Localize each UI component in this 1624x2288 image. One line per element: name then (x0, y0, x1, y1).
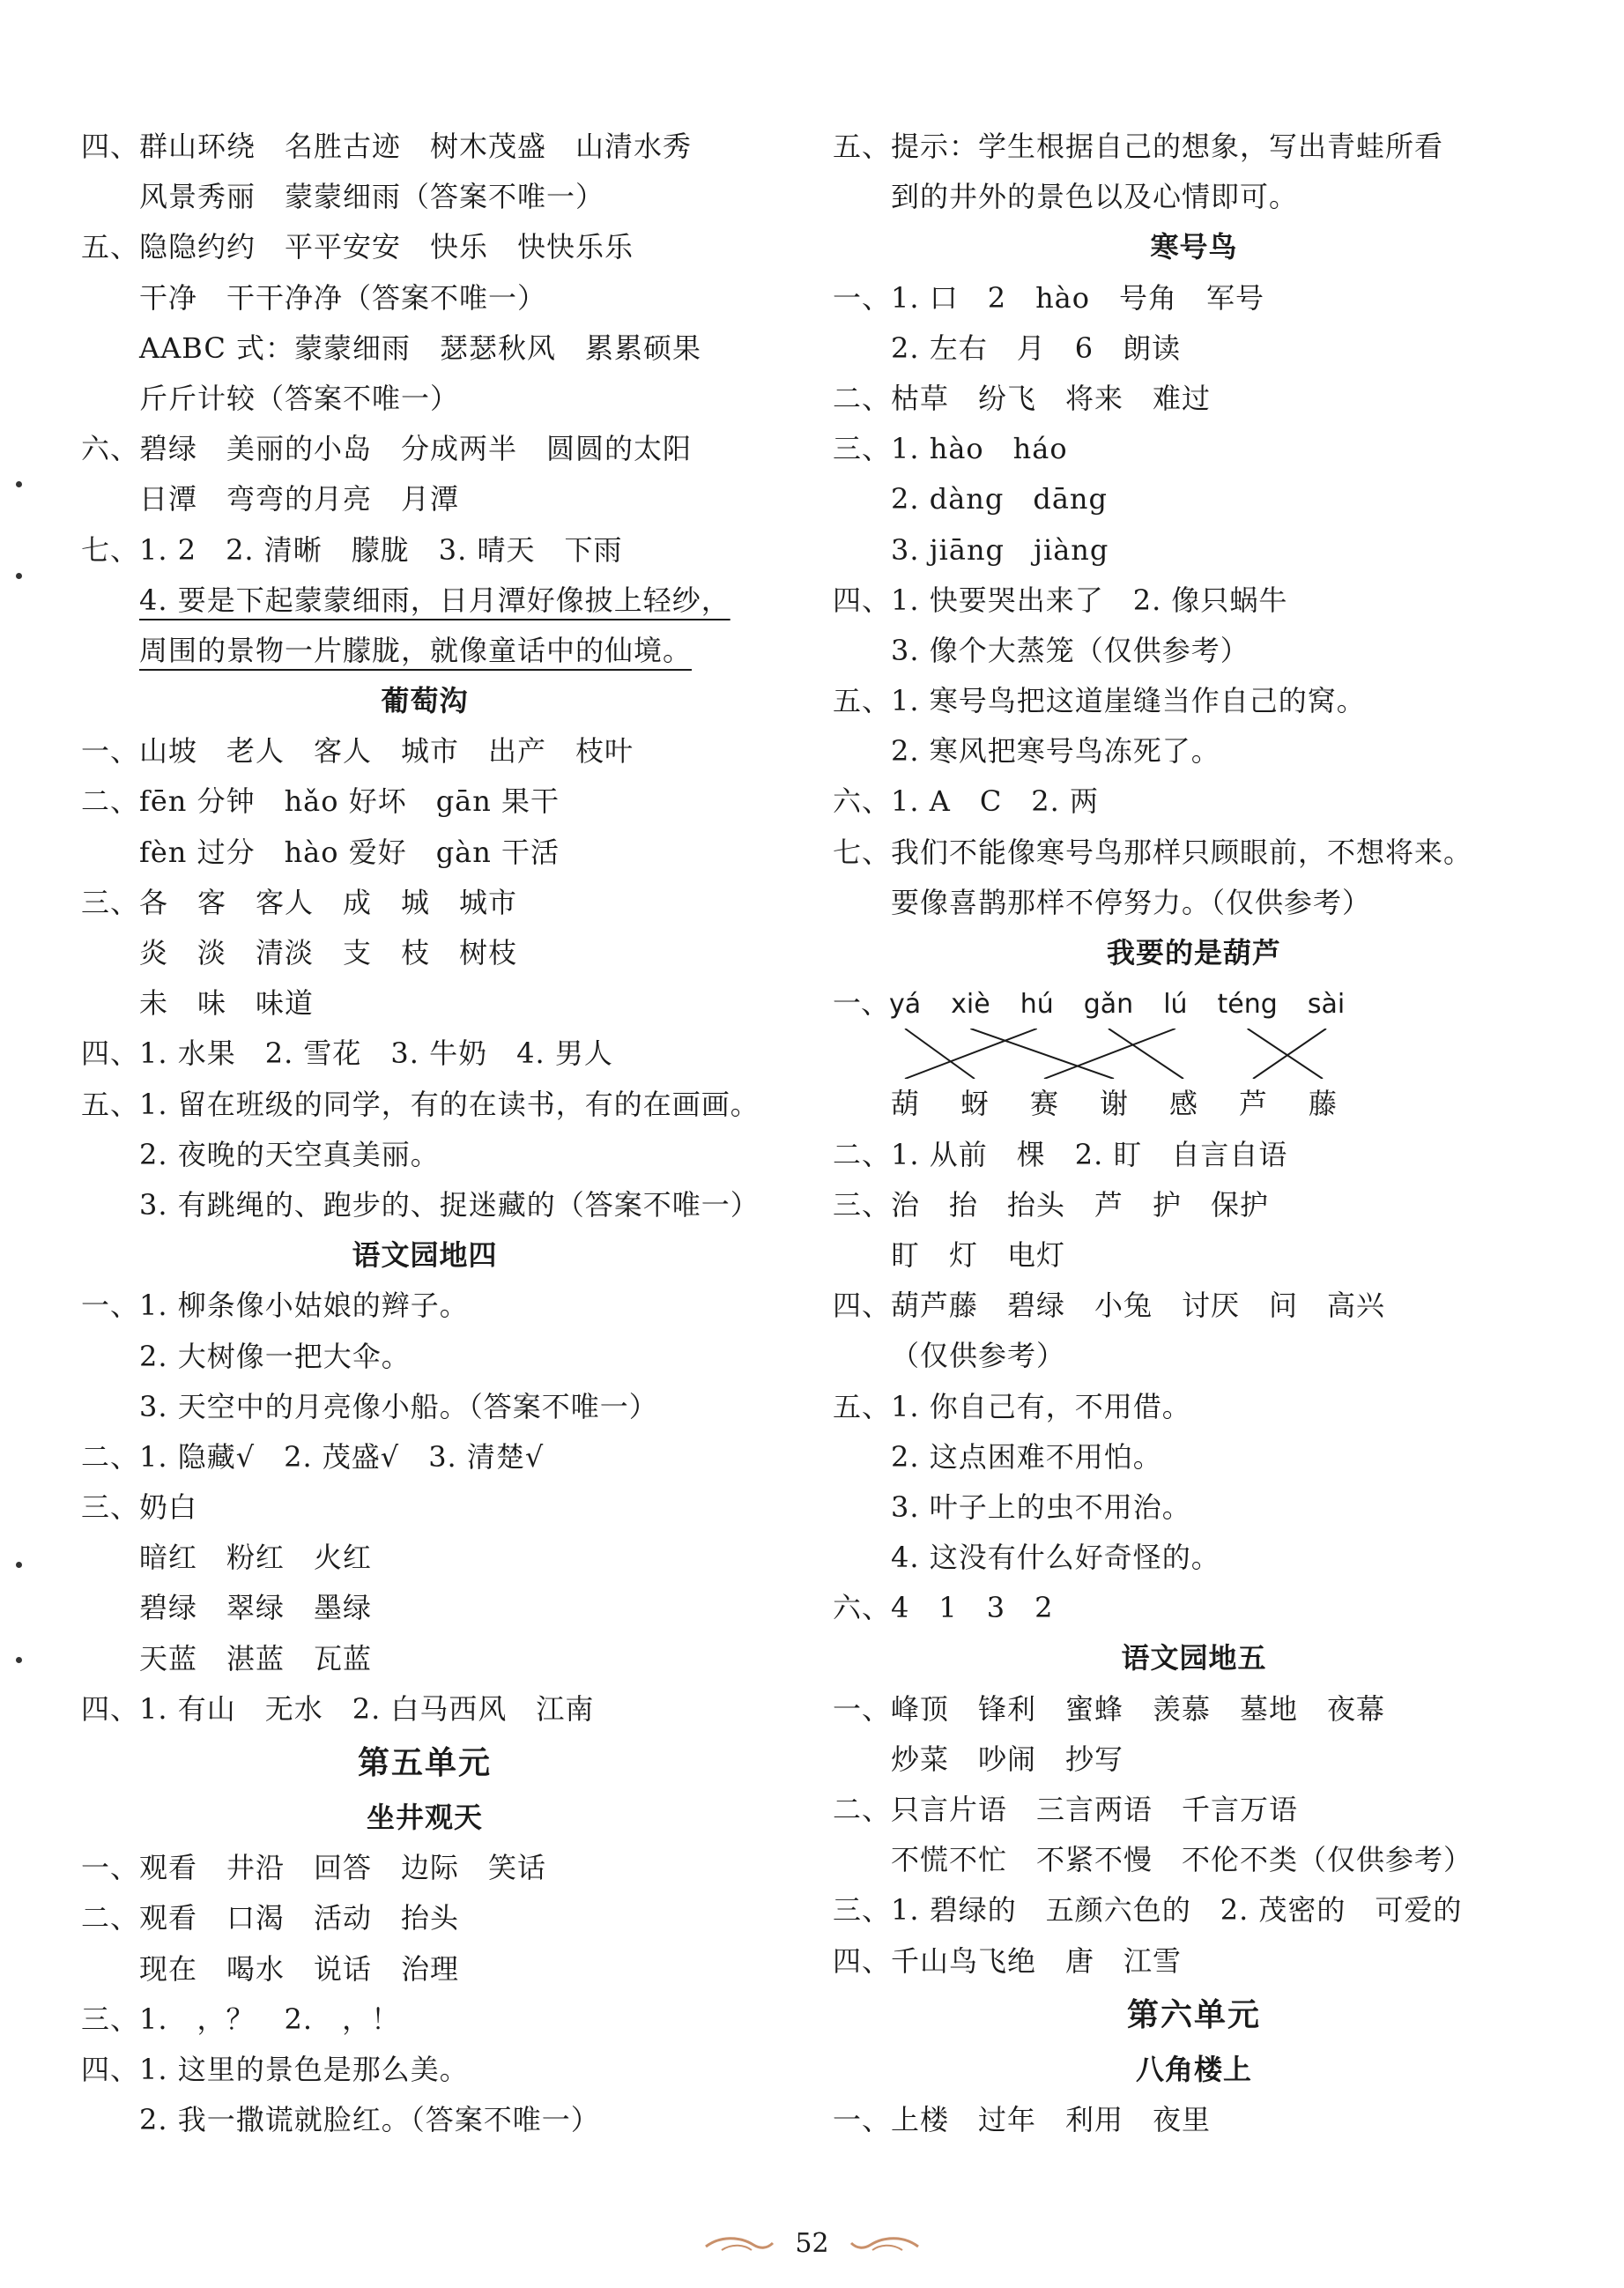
answer-line: 炎 淡 清淡 支 枝 树枝 (139, 936, 518, 969)
answer-line: 一、1. 口 2 hào 号角 军号 (833, 280, 1265, 315)
answer-line: 五、1. 留在班级的同学，有的在读书，有的在画画。 (81, 1087, 760, 1121)
answer-line: 五、隐隐约约 平平安安 快乐 快快乐乐 (81, 230, 634, 264)
answer-line: 天蓝 湛蓝 瓦蓝 (139, 1641, 373, 1675)
answer-line: AABC 式：蒙蒙细雨 瑟瑟秋风 累累硕果 (139, 331, 701, 365)
answer-line: 四、1. 快要哭出来了 2. 像只蜗牛 (833, 583, 1288, 617)
answer-line: 五、1. 你自己有，不用借。 (833, 1389, 1191, 1423)
answer-line: 2. 我一撒谎就脸红。（答案不唯一） (139, 2103, 600, 2137)
answer-line: 一、上楼 过年 利用 夜里 (833, 2102, 1212, 2136)
left-ornament-icon (704, 2234, 775, 2255)
pinyin-item: lú (1163, 989, 1188, 1021)
hanzi-item: 藤 (1309, 1087, 1338, 1121)
pinyin-item: gǎn (1083, 989, 1134, 1021)
answer-line: 干净 干干净净（答案不唯一） (139, 280, 547, 315)
match-line (1253, 1029, 1326, 1079)
answer-line: 日潭 弯弯的月亮 月潭 (139, 482, 460, 516)
lesson-title: 坐井观天 (366, 1801, 483, 1834)
right-ornament-icon (849, 2234, 920, 2255)
margin-mark (16, 573, 22, 579)
answer-line: 三、1. ，？ 2. ，！ (81, 2002, 401, 2036)
match-line (905, 1029, 975, 1079)
lesson-title: 寒号鸟 (1150, 230, 1238, 264)
answer-line: 二、只言片语 三言两语 千言万语 (833, 1793, 1299, 1826)
match-line (1248, 1029, 1323, 1079)
unit-title: 第六单元 (1126, 1996, 1261, 2033)
lesson-title: 语文园地五 (1121, 1641, 1267, 1675)
answer-line: 不慌不忙 不紧不慢 不伦不类（仅供参考） (891, 1843, 1473, 1877)
hanzi-item: 赛 (1030, 1087, 1059, 1121)
answer-line: 3. 有跳绳的、跑步的、捉迷藏的（答案不唯一） (139, 1187, 760, 1222)
answer-line: 2. dàng dāng (891, 482, 1109, 516)
connector-lines (905, 1029, 1326, 1079)
answer-line: 四、1. 水果 2. 雪花 3. 牛奶 4. 男人 (81, 1036, 613, 1071)
answer-line: 盯 灯 电灯 (891, 1237, 1066, 1272)
answer-line: 二、枯草 纷飞 将来 难过 (833, 381, 1212, 415)
answer-line: 4. 这没有什么好奇怪的。 (891, 1541, 1220, 1575)
answer-line: 四、千山鸟飞绝 唐 江雪 (833, 1943, 1183, 1978)
answer-line: 二、1. 从前 棵 2. 盯 自言自语 (833, 1137, 1288, 1171)
answer-line: 现在 喝水 说话 治理 (139, 1951, 460, 1986)
hanzi-list (891, 1087, 1378, 1120)
left-column (81, 122, 768, 2145)
answer-line: 四、葫芦藤 碧绿 小兔 讨厌 问 高兴 (833, 1289, 1386, 1323)
answer-line: 要像喜鹊那样不停努力。（仅供参考） (891, 885, 1372, 919)
matching-lines (833, 1029, 1555, 1079)
match-line (905, 1029, 1037, 1079)
pinyin-item: sài (1307, 989, 1346, 1021)
answer-line: 3. jiāng jiàng (891, 532, 1109, 567)
answer-line: 2. 大树像一把大伞。 (139, 1339, 411, 1373)
answer-line: 五、提示：学生根据自己的想象，写出青蛙所看 (833, 130, 1444, 163)
answer-line: 到的井外的景色以及心情即可。 (891, 180, 1299, 214)
margin-mark (16, 481, 22, 487)
answer-line: 3. 叶子上的虫不用治。 (891, 1489, 1191, 1524)
hanzi-item: 芦 (1239, 1087, 1268, 1121)
pinyin-row (833, 978, 1555, 1029)
lesson-title: 我要的是葫芦 (1106, 936, 1281, 969)
match-line (970, 1029, 1114, 1079)
margin-mark (16, 1657, 22, 1663)
answer-line: 3. 天空中的月亮像小船。（答案不唯一） (139, 1389, 658, 1423)
answer-line: 三、各 客 客人 成 城 城市 (81, 885, 518, 919)
answer-line: 六、碧绿 美丽的小岛 分成两半 圆圆的太阳 (81, 432, 693, 466)
answer-line: 五、1. 寒号鸟把这道崖缝当作自己的窝。 (833, 684, 1366, 718)
underlined-answer: 周围的景物一片朦胧，就像童话中的仙境。 (139, 633, 693, 667)
pinyin-list (889, 986, 1375, 1020)
answer-line: 斤斤计较（答案不唯一） (139, 381, 460, 415)
answer-line: 2. 寒风把寒号鸟冻死了。 (891, 734, 1220, 769)
answer-line: 三、1. 碧绿的 五颜六色的 2. 茂密的 可爱的 (833, 1893, 1463, 1928)
lesson-title: 葡萄沟 (381, 684, 469, 718)
unit-title: 第五单元 (357, 1745, 492, 1781)
answer-line: 风景秀丽 蒙蒙细雨（答案不唯一） (139, 180, 605, 214)
pinyin-item: yá (889, 989, 922, 1021)
answer-line: 六、1. A C 2. 两 (833, 784, 1100, 819)
answer-line: 2. 夜晚的天空真美丽。 (139, 1137, 440, 1171)
answer-line: 炒菜 吵闹 抄写 (891, 1742, 1124, 1776)
hanzi-item: 谢 (1100, 1087, 1129, 1121)
answer-line: 七、1. 2 2. 清晰 朦胧 3. 晴天 下雨 (81, 532, 623, 567)
right-column (833, 122, 1555, 2145)
answer-line: 三、治 抬 抬头 芦 护 保护 (833, 1187, 1270, 1222)
page-number: 52 (795, 2228, 829, 2259)
answer-line: 3. 像个大蒸笼（仅供参考） (891, 633, 1250, 667)
answer-line: 一、峰顶 锋利 蜜蜂 羡慕 墓地 夜幕 (833, 1691, 1386, 1726)
answer-line: 2. 左右 月 6 朗读 (891, 331, 1182, 365)
pinyin-item: hú (1020, 989, 1054, 1021)
answer-line: 碧绿 翠绿 墨绿 (139, 1591, 373, 1625)
answer-line: 一、山坡 老人 客人 城市 出产 枝叶 (81, 734, 634, 769)
hanzi-item: 感 (1169, 1087, 1198, 1121)
answer-line: 四、1. 这里的景色是那么美。 (81, 2052, 469, 2086)
hanzi-item: 蚜 (960, 1087, 990, 1121)
answer-line: fèn 过分 hào 爱好 gàn 干活 (139, 835, 560, 869)
answer-line: 未 味 味道 (139, 986, 315, 1021)
answer-line: 暗红 粉红 火红 (139, 1541, 373, 1575)
answer-line: 二、fēn 分钟 hǎo 好坏 gān 果干 (81, 784, 560, 819)
answer-line: 七、我们不能像寒号鸟那样只顾眼前，不想将来。 (833, 835, 1473, 869)
page-footer (0, 2226, 1624, 2262)
pinyin-item: téng (1217, 989, 1278, 1021)
answer-line: 2. 这点困难不用怕。 (891, 1439, 1162, 1474)
hanzi-row (833, 1079, 1555, 1129)
hanzi-item: 葫 (891, 1087, 920, 1121)
answer-line: 四、1. 有山 无水 2. 白马西风 江南 (81, 1691, 595, 1726)
answer-line: 二、观看 口渴 活动 抬头 (81, 1901, 460, 1935)
answer-line: 二、1. 隐藏√ 2. 茂盛√ 3. 清楚√ (81, 1439, 545, 1474)
question-number: 一、 (833, 986, 890, 1021)
lesson-title: 八角楼上 (1135, 2052, 1252, 2086)
match-line (1044, 1029, 1175, 1079)
pinyin-item: xiè (951, 989, 990, 1021)
match-line (1109, 1029, 1183, 1079)
lesson-title: 语文园地四 (352, 1238, 498, 1273)
answer-line: （仅供参考） (891, 1339, 1066, 1373)
answer-line: 四、群山环绕 名胜古迹 树木茂盛 山清水秀 (81, 130, 693, 163)
answer-line: 三、奶白 (81, 1490, 198, 1525)
margin-mark (16, 1562, 22, 1568)
answer-line: 一、1. 柳条像小姑娘的辫子。 (81, 1289, 469, 1323)
answer-line: 三、1. hào háo (833, 432, 1068, 466)
answer-line: 一、观看 井沿 回答 边际 笑话 (81, 1851, 547, 1885)
underlined-answer: 4. 要是下起蒙蒙细雨，日月潭好像披上轻纱， (139, 583, 730, 617)
answer-line: 六、4 1 3 2 (833, 1591, 1054, 1625)
